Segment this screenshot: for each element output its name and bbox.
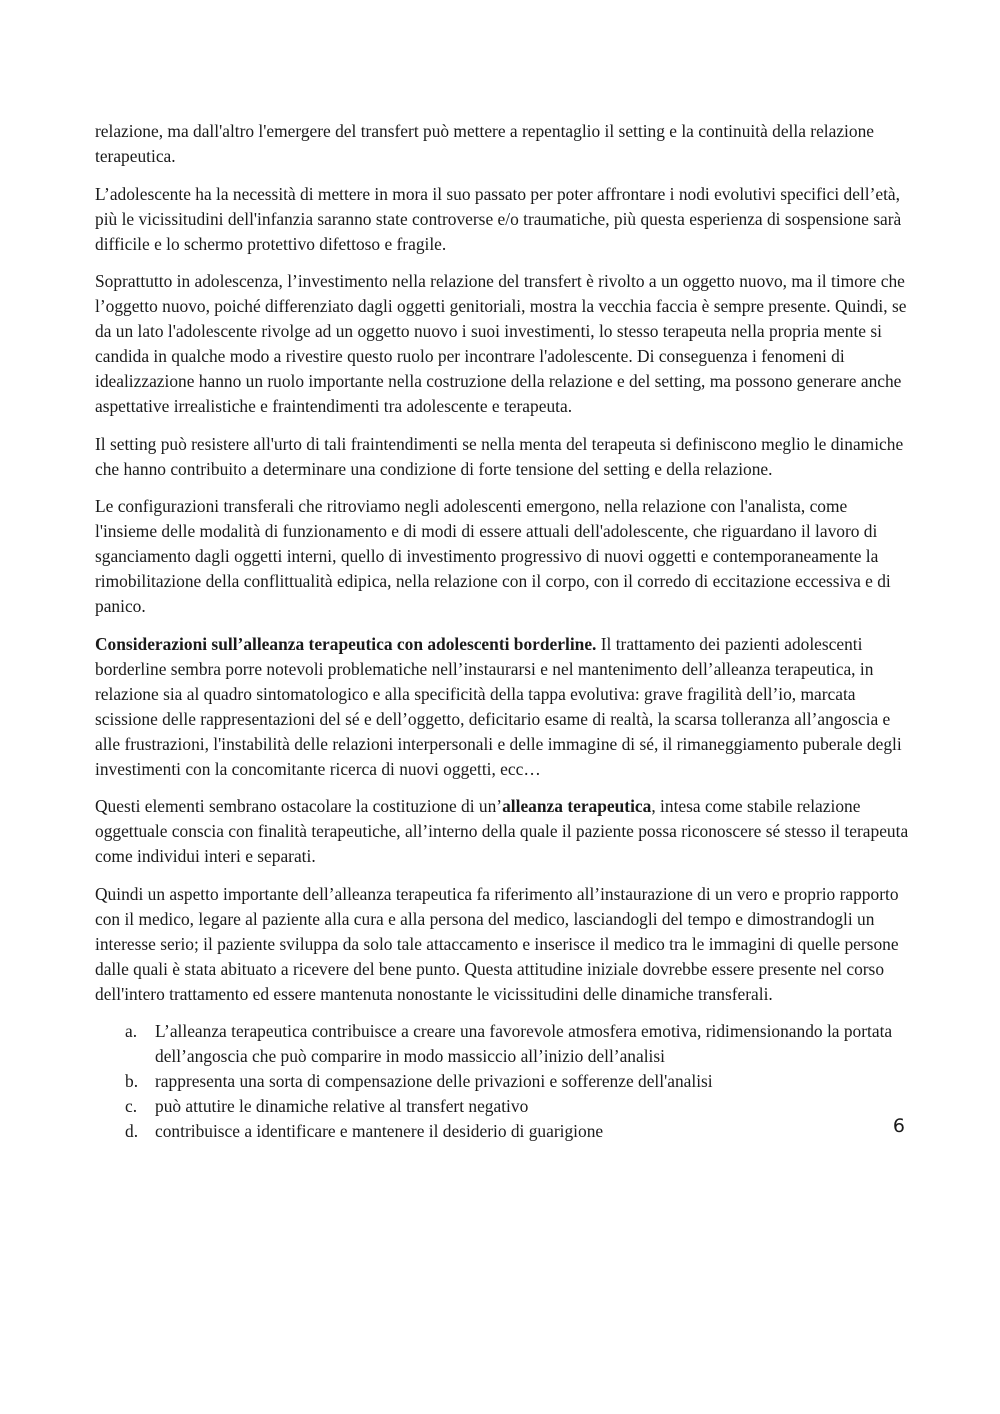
paragraph-setting-resistance: Il setting può resistere all'urto di tali fraintendimenti se nella menta del terapeuta si definiscono meglio le dinamiche che hanno contribuito a determinare una condizione di forte tensione del setting e della relazione. [95, 433, 904, 479]
list-marker: b. [125, 1071, 139, 1091]
list-item [95, 1019, 910, 1069]
paragraph-alliance-definition [95, 794, 910, 869]
paragraph-borderline-section [95, 632, 910, 782]
list-item-text: rappresenta una sorta di compensazione delle privazioni e sofferenze dell'analisi [155, 1071, 713, 1091]
page-body [95, 119, 910, 1144]
paragraph-doctor-relationship: Quindi un aspetto importante dell’alleanza terapeutica fa riferimento all’instaurazione di un vero e proprio rapporto con il medico, legare al paziente alla cura e alla persona del medico, lasciandogli del tempo e dimostrandogli un interesse serio; il paziente sviluppa da solo tale attaccamento e inserisce il medico tra le immagini di quelle persone dalle quali è stata abituato a ricevere del bene punto. Questa attitudine iniziale dovrebbe essere presente nel corso dell'intero trattamento ed essere mantenuta nonostante le vicissitudini delle dinamiche transferali. [95, 883, 899, 1004]
paragraph-setting-continuity: relazione, ma dall'altro l'emergere del transfert può mettere a repentaglio il setting e la continuità della relazione terapeutica. [95, 121, 875, 166]
alliance-text-before: Questi elementi sembrano ostacolare la costituzione di un’ [95, 796, 503, 816]
section-body: Il trattamento dei pazienti adolescenti borderline sembra porre notevoli problematiche nell’instaurarsi e nel mantenimento dell’alleanza terapeutica, in relazione sia al quadro sintomatologico e alla specificità della tappa evolutiva: grave fragilità dell’io, marcata scissione delle rappresentazioni del sé e dell’oggetto, deficitario esame di realtà, la scarsa tolleranza all’angoscia e alle frustrazioni, l'instabilità delle relazioni interpersonali e delle immagine di sé, il rimaneggiamento puberale degli investimenti con la concomitante ricerca di nuovi oggetti, ecc… [95, 633, 902, 779]
alliance-functions-list [95, 1019, 910, 1144]
list-marker: a. [125, 1021, 138, 1041]
paragraph-transferal-configurations: Le configurazioni transferali che ritroviamo negli adolescenti emergono, nella relazione con l'analista, come l'insieme delle modalità di funzionamento e di modi di essere attuali dell'adolescente, che riguardano il lavoro di sganciamento dagli oggetti interni, quello di investimento progressivo di nuovi oggetti e contemporaneamente la rimobilitazione della conflittualità edipica, nella relazione con il corpo, con il corredo di eccitazione eccessiva e di panico. [95, 496, 891, 616]
paragraph-adolescent-past: L’adolescente ha la necessità di mettere in mora il suo passato per poter affrontare i nodi evolutivi specifici dell’età, più le vicissitudini dell'infanzia saranno state controverse e/o traumatiche, più questa esperienza di sospensione sarà difficile e lo schermo protettivo difettoso e fragile. [95, 183, 902, 254]
paragraph-transfert-new-object: Soprattutto in adolescenza, l’investimento nella relazione del transfert è rivolto a un oggetto nuovo, ma il timore che l’oggetto nuovo, poiché differenziato dagli oggetti genitoriali, mostra la vecchia faccia è sempre presente. Quindi, se da un lato l'adolescente rivolge ad un oggetto nuovo i suoi investimenti, lo stesso terapeuta nella propria mente si candida in qualche modo a rivestire questo ruolo per incontrare l'adolescente. Di conseguenza i fenomeni di idealizzazione hanno un ruolo importante nella costruzione della relazione e del setting, ma possono generare anche aspettative irrealistiche e fraintendimenti tra adolescente e terapeuta. [95, 271, 907, 416]
list-item-text: può attutire le dinamiche relative al transfert negativo [155, 1096, 529, 1116]
list-marker: c. [125, 1096, 138, 1116]
list-item [95, 1094, 910, 1119]
page-number: 6 [892, 1115, 905, 1137]
alliance-text-after: , intesa come stabile relazione oggettuale conscia con finalità terapeutiche, all’interno della quale il paziente possa riconoscere sé stesso il terapeuta come individui interi e separati. [95, 796, 909, 866]
alliance-bold-term: alleanza terapeutica [502, 796, 652, 816]
list-marker: d. [125, 1121, 139, 1141]
list-item-text: L’alleanza terapeutica contribuisce a creare una favorevole atmosfera emotiva, ridimensionando la portata dell’angoscia che può comparire in modo massiccio all’inizio dell’analisi [155, 1021, 893, 1066]
section-heading: Considerazioni sull’alleanza terapeutica con adolescenti borderline. [95, 633, 597, 654]
list-item [95, 1119, 910, 1144]
list-item-text: contribuisce a identificare e mantenere il desiderio di guarigione [155, 1121, 604, 1141]
list-item [95, 1069, 910, 1094]
